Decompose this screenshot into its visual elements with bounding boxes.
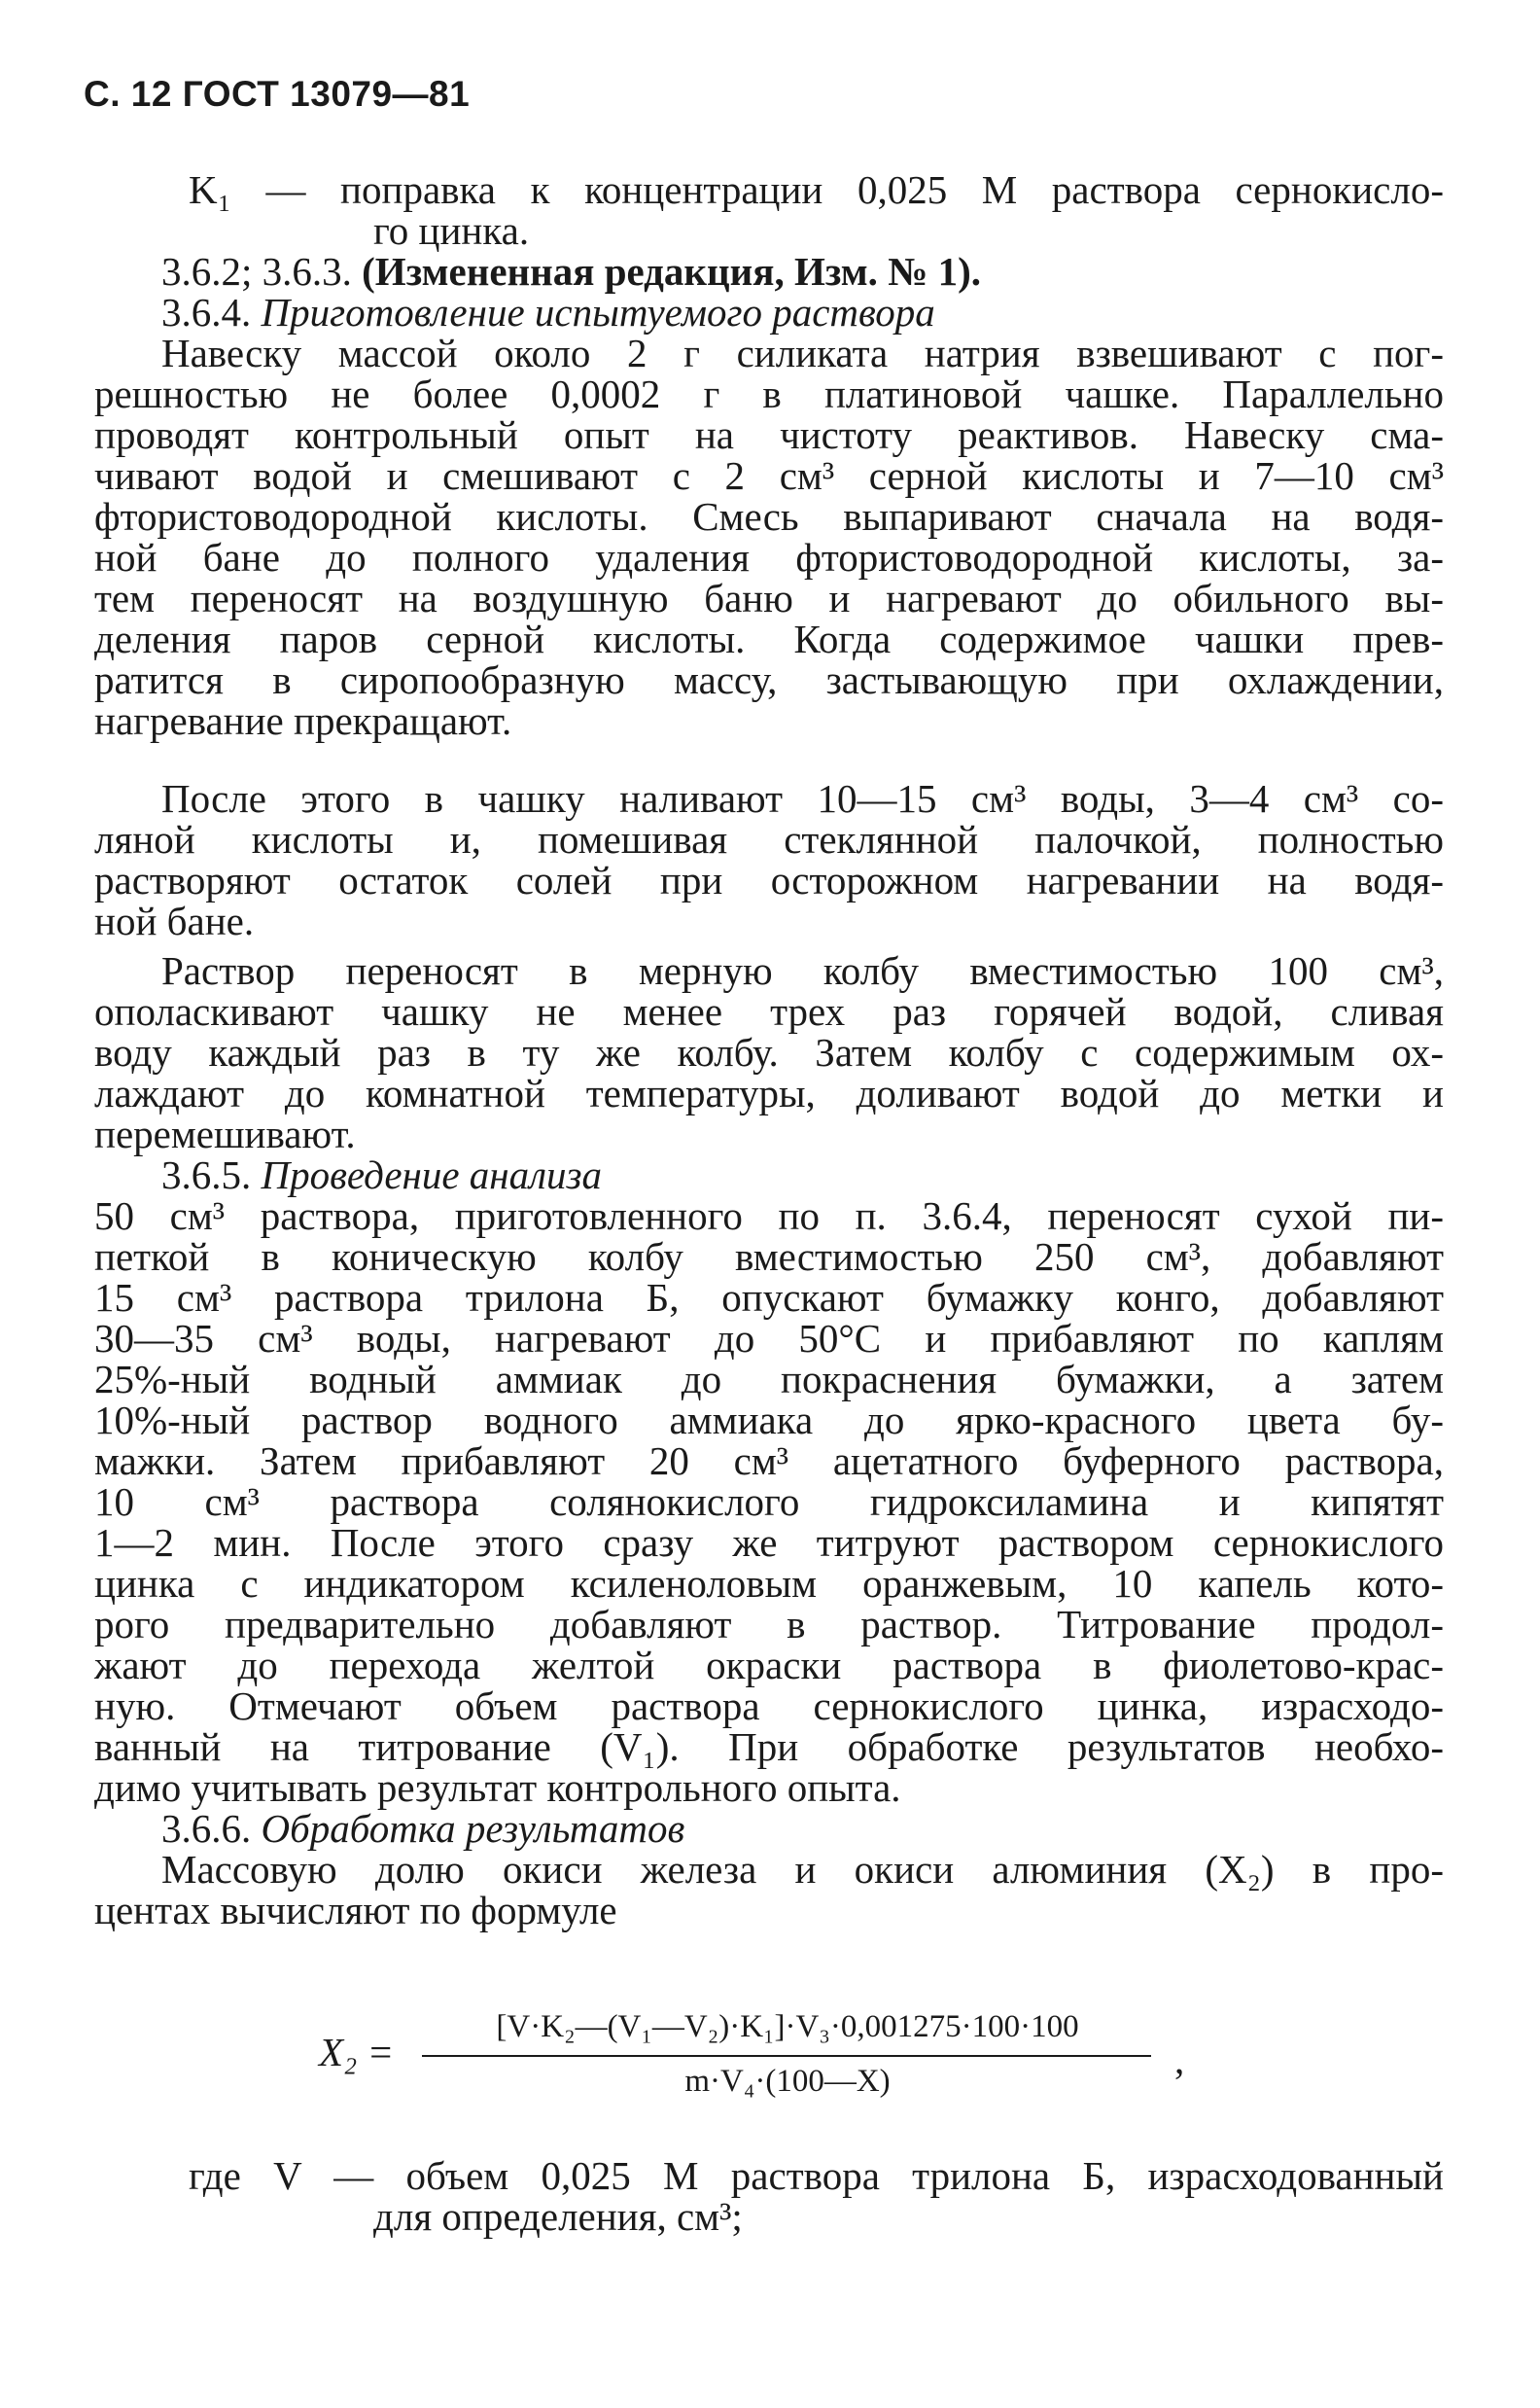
analysis-line: 50 см³ раствора, приготовленного по п. 3.6.4, переносят сухой пи-	[94, 1193, 1444, 1238]
analysis-line: мажки. Затем прибавляют 20 см³ ацетатного буферного раствора,	[94, 1438, 1444, 1483]
section-3-6-4-title: Приготовление испытуемого раствора	[261, 290, 935, 335]
formula-numerator: [V·K₂—(V₁—V₂)·K₁]·V₃·0,001275·100·100	[496, 2009, 1079, 2044]
formula-x2	[0, 2009, 1540, 2136]
para1-line: фтористоводородной кислоты. Смесь выпаривают сначала на водя-	[94, 494, 1444, 539]
analysis-line: петкой в коническую колбу вместимостью 250 см³, добавляют	[94, 1234, 1444, 1279]
analysis-line: 1—2 мин. После этого сразу же титруют раствором сернокислого	[94, 1520, 1444, 1565]
analysis-line: 30—35 см³ воды, нагревают до 50°С и прибавляют по каплям	[94, 1316, 1444, 1361]
section-3-6-4-number: 3.6.4.	[161, 290, 252, 335]
analysis-line: ную. Отмечают объем раствора сернокислого цинка, израсходо-	[94, 1683, 1444, 1728]
para3-line: перемешивают.	[94, 1112, 356, 1156]
where-line-1: где V — объем 0,025 М раствора трилона Б, израсходованный	[189, 2153, 1444, 2198]
analysis-line: 25%-ный водный аммиак до покраснения бумажки, а затем	[94, 1357, 1444, 1401]
para1-line: ратится в сиропообразную массу, застывающую при охлаждении,	[94, 657, 1444, 702]
para1-line: Навеску массой около 2 г силиката натрия взвешивают с пог-	[161, 331, 1444, 375]
fraction-bar	[422, 2055, 1151, 2057]
amendment-line	[161, 251, 1444, 292]
section-3-6-5-heading	[161, 1154, 1444, 1195]
amendment-refs: 3.6.2; 3.6.3.	[161, 249, 352, 294]
formula-denominator: m·V₄·(100—X)	[684, 2064, 891, 2099]
para3-line: Раствор переносят в мерную колбу вместимостью 100 см³,	[161, 948, 1444, 993]
page-header: С. 12 ГОСТ 13079—81	[84, 74, 471, 114]
section-3-6-5-title: Проведение анализа	[261, 1152, 603, 1197]
analysis-line: димо учитывать результат контрольного опыта.	[94, 1765, 901, 1810]
analysis-line: жают до перехода желтой окраски раствора в фиолетово-крас-	[94, 1643, 1444, 1687]
analysis-line: 10%-ный раствор водного аммиака до ярко-красного цвета бу-	[94, 1398, 1444, 1442]
para3-line: лаждают до комнатной температуры, доливают водой до метки и	[94, 1071, 1444, 1115]
para1-line: чивают водой и смешивают с 2 см³ серной кислоты и 7—10 см³	[94, 453, 1444, 498]
results-line: центах вычисляют по формуле	[94, 1888, 617, 1932]
para1-line: проводят контрольный опыт на чистоту реактивов. Навеску сма-	[94, 412, 1444, 457]
para2-line: ной бане.	[94, 899, 255, 943]
para1-line: деления паров серной кислоты. Когда содержимое чашки прев-	[94, 617, 1444, 661]
section-3-6-5-number: 3.6.5.	[161, 1152, 252, 1197]
analysis-line: 15 см³ раствора трилона Б, опускают бумажку конго, добавляют	[94, 1275, 1444, 1320]
para2-line: растворяют остаток солей при осторожном нагревании на водя-	[94, 858, 1444, 903]
analysis-line: цинка с индикатором ксиленоловым оранжевым, 10 капель кото-	[94, 1561, 1444, 1606]
formula-trailing-comma: ,	[1174, 2037, 1185, 2082]
k1-definition-line-2: го цинка.	[373, 208, 530, 253]
para2-line: ляной кислоты и, помешивая стеклянной палочкой, полностью	[94, 817, 1444, 862]
results-line: Массовую долю окиси железа и окиси алюминия (X₂) в про-	[161, 1847, 1444, 1892]
k1-definition-line-1: K₁ — поправка к концентрации 0,025 М раствора сернокисло-	[189, 167, 1444, 212]
formula-lhs: X₂ =	[319, 2030, 395, 2074]
section-3-6-4-heading	[161, 292, 1444, 333]
analysis-line: ванный на титрование (V₁). При обработке результатов необхо-	[94, 1724, 1444, 1769]
amendment-note: (Измененная редакция, Изм. № 1).	[362, 249, 982, 294]
para1-line: тем переносят на воздушную баню и нагревают до обильного вы-	[94, 576, 1444, 620]
para2-line: После этого в чашку наливают 10—15 см³ воды, 3—4 см³ со-	[161, 776, 1444, 821]
para1-line: нагревание прекращают.	[94, 698, 512, 743]
section-3-6-6-heading	[161, 1808, 1444, 1849]
section-3-6-6-title: Обработка результатов	[261, 1806, 685, 1851]
where-line-2: для определения, см³;	[373, 2194, 743, 2239]
section-3-6-6-number: 3.6.6.	[161, 1806, 252, 1851]
para3-line: ополаскивают чашку не менее трех раз горячей водой, сливая	[94, 989, 1444, 1034]
analysis-line: рого предварительно добавляют в раствор. Титрование продол-	[94, 1602, 1444, 1647]
analysis-line: 10 см³ раствора солянокислого гидроксиламина и кипятят	[94, 1479, 1444, 1524]
para3-line: воду каждый раз в ту же колбу. Затем колбу с содержимым ох-	[94, 1030, 1444, 1075]
para1-line: решностью не более 0,0002 г в платиновой чашке. Параллельно	[94, 372, 1444, 416]
para1-line: ной бане до полного удаления фтористоводородной кислоты, за-	[94, 535, 1444, 580]
